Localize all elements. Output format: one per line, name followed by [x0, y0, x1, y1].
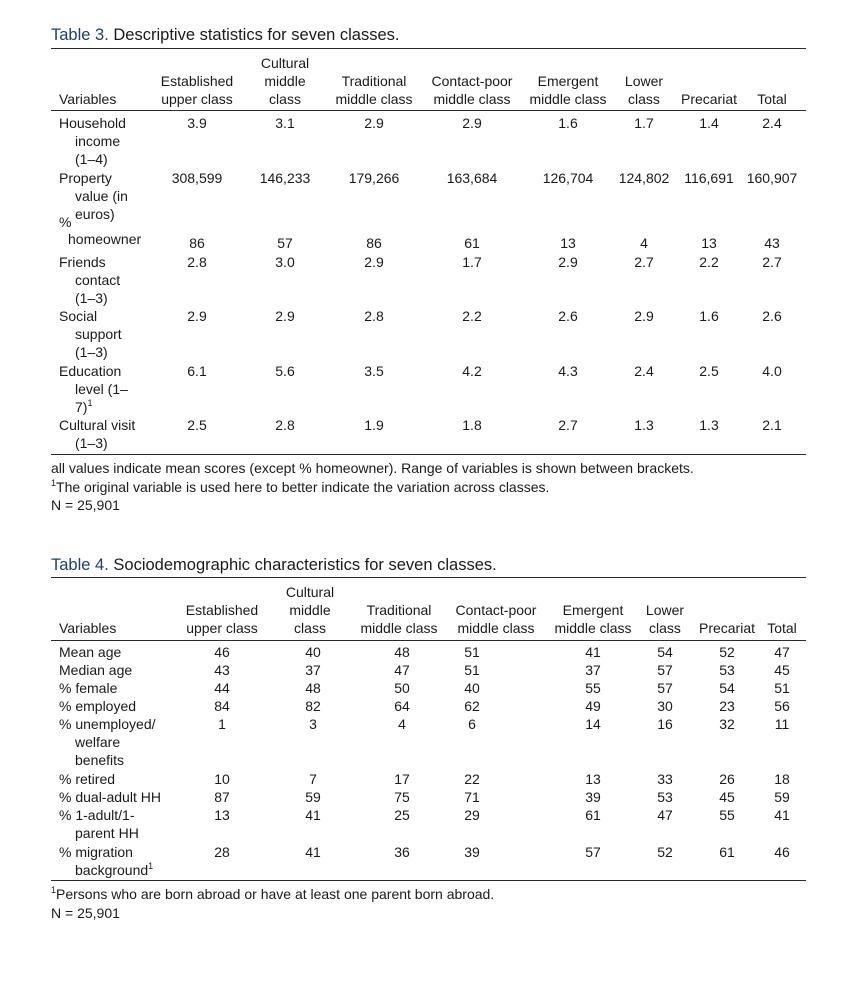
table-cell: 61: [585, 807, 601, 823]
table3-header-cultural: Cultural middle class: [260, 55, 310, 107]
table-cell: 52: [719, 644, 735, 660]
table-cell: 41: [305, 844, 321, 860]
table-cell: 23: [719, 698, 735, 714]
table-cell: 29: [464, 807, 480, 823]
table4-header-rule: [51, 640, 806, 641]
table-cell: 2.9: [634, 308, 654, 324]
table4-header-contact-poor: Contact-poor middle class: [455, 602, 537, 636]
table-cell: 5.6: [275, 363, 295, 379]
table-cell: 2.2: [699, 254, 719, 270]
row-label: Social support (1–3): [59, 308, 122, 360]
table-cell: 7: [309, 771, 317, 787]
table3-note-2: $^1$The original variable is used here to better indicate the variation across classes.: [51, 478, 550, 495]
table-cell: 2.8: [187, 254, 207, 270]
table4-title: Sociodemographic characteristics for seven classes.: [113, 556, 497, 574]
row-label: % homeowner: [59, 214, 142, 247]
table-cell: 2.9: [558, 254, 578, 270]
table-cell: 39: [464, 844, 480, 860]
table-cell: 1.7: [462, 254, 482, 270]
table-cell: 57: [277, 235, 293, 251]
table-cell: 47: [657, 807, 673, 823]
table-cell: 86: [366, 235, 382, 251]
table-cell: 54: [657, 644, 673, 660]
table-cell: 1.3: [699, 417, 719, 433]
table-cell: 55: [585, 680, 601, 696]
table-cell: 2.7: [558, 417, 578, 433]
table-cell: 3.9: [187, 115, 207, 131]
table3-header-emergent: Emergent middle class: [529, 73, 607, 107]
row-label: Property value (in euros): [59, 170, 128, 222]
table-cell: 57: [657, 680, 673, 696]
table-cell: 87: [214, 789, 230, 805]
row-label: % female: [59, 680, 118, 696]
table-cell: 46: [774, 844, 790, 860]
table-cell: 51: [464, 644, 480, 660]
table-cell: 47: [774, 644, 790, 660]
table-cell: 41: [585, 644, 601, 660]
table4-bottom-rule: [51, 880, 806, 881]
table-cell: 18: [774, 771, 790, 787]
table-cell: 22: [464, 771, 480, 787]
table-cell: 59: [305, 789, 321, 805]
table-cell: 124,802: [618, 170, 670, 186]
table-cell: 179,266: [348, 170, 400, 186]
table3-caption: [51, 26, 399, 45]
table3-header-variables: Variables: [59, 91, 117, 107]
table-cell: 37: [305, 662, 321, 678]
row-label: % unemployed/ welfare benefits: [59, 716, 156, 768]
table-cell: 64: [394, 698, 410, 714]
table-cell: 3.1: [275, 115, 295, 131]
table-cell: 1.9: [364, 417, 384, 433]
table-cell: 11: [774, 716, 790, 732]
table-cell: 45: [719, 789, 735, 805]
table4-header-variables: Variables: [59, 620, 117, 636]
table-cell: 17: [394, 771, 410, 787]
table-cell: 2.9: [364, 254, 384, 270]
row-label: Median age: [59, 662, 133, 678]
table-cell: 55: [719, 807, 735, 823]
table-cell: 86: [189, 235, 205, 251]
table-cell: 25: [394, 807, 410, 823]
table4-header-lower: Lower class: [645, 602, 685, 636]
table-cell: 82: [305, 698, 321, 714]
table-cell: 13: [560, 235, 576, 251]
table-cell: 163,684: [446, 170, 498, 186]
table-cell: 2.9: [187, 308, 207, 324]
table4-header-cultural: Cultural middle class: [285, 584, 335, 636]
table-cell: 116,691: [684, 170, 734, 186]
table-cell: 13: [214, 807, 230, 823]
row-label: % dual-adult HH: [59, 789, 161, 805]
table-cell: 1: [218, 716, 226, 732]
table-cell: 2.2: [462, 308, 482, 324]
table-cell: 49: [585, 698, 601, 714]
table3-top-rule: [51, 48, 806, 49]
table-cell: 1.6: [699, 308, 719, 324]
table4-header-precariat: Precariat: [698, 620, 756, 636]
table-cell: 52: [657, 844, 673, 860]
table-cell: 40: [305, 644, 321, 660]
row-label: Education level (1– 7)$^1$: [59, 363, 128, 415]
table-cell: 56: [774, 698, 790, 714]
table-cell: 126,704: [542, 170, 594, 186]
table-cell: 4.2: [462, 363, 482, 379]
table-cell: 32: [719, 716, 735, 732]
table-cell: 2.6: [762, 308, 782, 324]
table-cell: 13: [701, 235, 717, 251]
table-cell: 1.7: [634, 115, 654, 131]
row-label: Household income (1–4): [59, 115, 126, 167]
table3-label: Table 3.: [51, 26, 109, 44]
table3-note-3: N = 25,901: [51, 497, 120, 513]
table-cell: 43: [214, 662, 230, 678]
table-cell: 61: [719, 844, 735, 860]
table4-note-2: N = 25,901: [51, 905, 120, 921]
table-cell: 308,599: [171, 170, 223, 186]
table-cell: 160,907: [746, 170, 798, 186]
table-cell: 71: [464, 789, 480, 805]
table-cell: 47: [394, 662, 410, 678]
table-cell: 6.1: [187, 363, 207, 379]
table-cell: 4: [640, 235, 648, 251]
table-cell: 1.8: [462, 417, 482, 433]
table4-label: Table 4.: [51, 556, 109, 574]
row-label: % 1-adult/1- parent HH: [59, 807, 139, 841]
table-cell: 3.5: [364, 363, 384, 379]
table-cell: 54: [719, 680, 735, 696]
table3-header-established: Established upper class: [160, 73, 234, 107]
table-cell: 61: [464, 235, 480, 251]
row-label: % retired: [59, 771, 116, 787]
table-cell: 36: [394, 844, 410, 860]
table-cell: 10: [214, 771, 230, 787]
table-cell: 51: [774, 680, 790, 696]
table-cell: 41: [774, 807, 790, 823]
row-label: % migration background$^1$: [59, 844, 154, 878]
table-cell: 13: [585, 771, 601, 787]
table-cell: 75: [394, 789, 410, 805]
table-cell: 57: [585, 844, 601, 860]
table3-header-precariat: Precariat: [680, 91, 738, 107]
table-cell: 2.9: [364, 115, 384, 131]
table4-header-emergent: Emergent middle class: [554, 602, 632, 636]
table4-note-1: $^1$Persons who are born abroad or have at least one parent born abroad.: [51, 885, 495, 902]
table3-note-1: all values indicate mean scores (except % homeowner). Range of variables is shown between brackets.: [51, 460, 694, 476]
table-cell: 146,233: [259, 170, 311, 186]
table-cell: 2.4: [634, 363, 654, 379]
table-cell: 2.4: [762, 115, 782, 131]
table-cell: 1.4: [699, 115, 719, 131]
table3-header-lower: Lower class: [624, 73, 664, 107]
table-cell: 57: [657, 662, 673, 678]
table-cell: 2.6: [558, 308, 578, 324]
table-cell: 51: [464, 662, 480, 678]
table-cell: 2.9: [462, 115, 482, 131]
table-cell: 44: [214, 680, 230, 696]
table-cell: 26: [719, 771, 735, 787]
table3-header-rule: [51, 110, 806, 111]
table-cell: 39: [585, 789, 601, 805]
table4-header-established: Established upper class: [185, 602, 259, 636]
table-cell: 2.8: [275, 417, 295, 433]
table4-header-traditional: Traditional middle class: [360, 602, 438, 636]
table3-bottom-rule: [51, 454, 806, 455]
table-cell: 6: [468, 716, 476, 732]
table-cell: 59: [774, 789, 790, 805]
table-cell: 33: [657, 771, 673, 787]
table-cell: 2.1: [762, 417, 782, 433]
table-cell: 16: [657, 716, 673, 732]
table-cell: 3.0: [275, 254, 295, 270]
table-cell: 4.3: [558, 363, 578, 379]
row-label: % employed: [59, 698, 137, 714]
table-cell: 30: [657, 698, 673, 714]
table4-top-rule: [51, 577, 806, 578]
table-cell: 3: [309, 716, 317, 732]
table-cell: 2.7: [762, 254, 782, 270]
table4-caption: [51, 556, 497, 575]
table-cell: 1.3: [634, 417, 654, 433]
table3-header-traditional: Traditional middle class: [335, 73, 413, 107]
table-cell: 37: [585, 662, 601, 678]
table-cell: 45: [774, 662, 790, 678]
table4-header-total: Total: [767, 620, 797, 636]
table-cell: 2.7: [634, 254, 654, 270]
table-cell: 46: [214, 644, 230, 660]
row-label: Cultural visit (1–3): [59, 417, 136, 451]
table-cell: 50: [394, 680, 410, 696]
table-cell: 41: [305, 807, 321, 823]
table-cell: 53: [719, 662, 735, 678]
table-cell: 28: [214, 844, 230, 860]
row-label: Mean age: [59, 644, 122, 660]
table-cell: 40: [464, 680, 480, 696]
table-cell: 84: [214, 698, 230, 714]
table3-title: Descriptive statistics for seven classes.: [113, 26, 400, 44]
table-cell: 4: [398, 716, 406, 732]
table-cell: 1.6: [558, 115, 578, 131]
table-cell: 48: [305, 680, 321, 696]
table3-header-total: Total: [757, 91, 787, 107]
table-cell: 14: [585, 716, 601, 732]
table-cell: 4.0: [762, 363, 782, 379]
table-cell: 43: [764, 235, 780, 251]
table-cell: 62: [464, 698, 480, 714]
row-label: Friends contact (1–3): [59, 254, 121, 306]
table-cell: 53: [657, 789, 673, 805]
table-cell: 2.9: [275, 308, 295, 324]
table-cell: 2.8: [364, 308, 384, 324]
table3-header-contact-poor: Contact-poor middle class: [431, 73, 513, 107]
table-cell: 2.5: [699, 363, 719, 379]
table-cell: 48: [394, 644, 410, 660]
table-cell: 2.5: [187, 417, 207, 433]
